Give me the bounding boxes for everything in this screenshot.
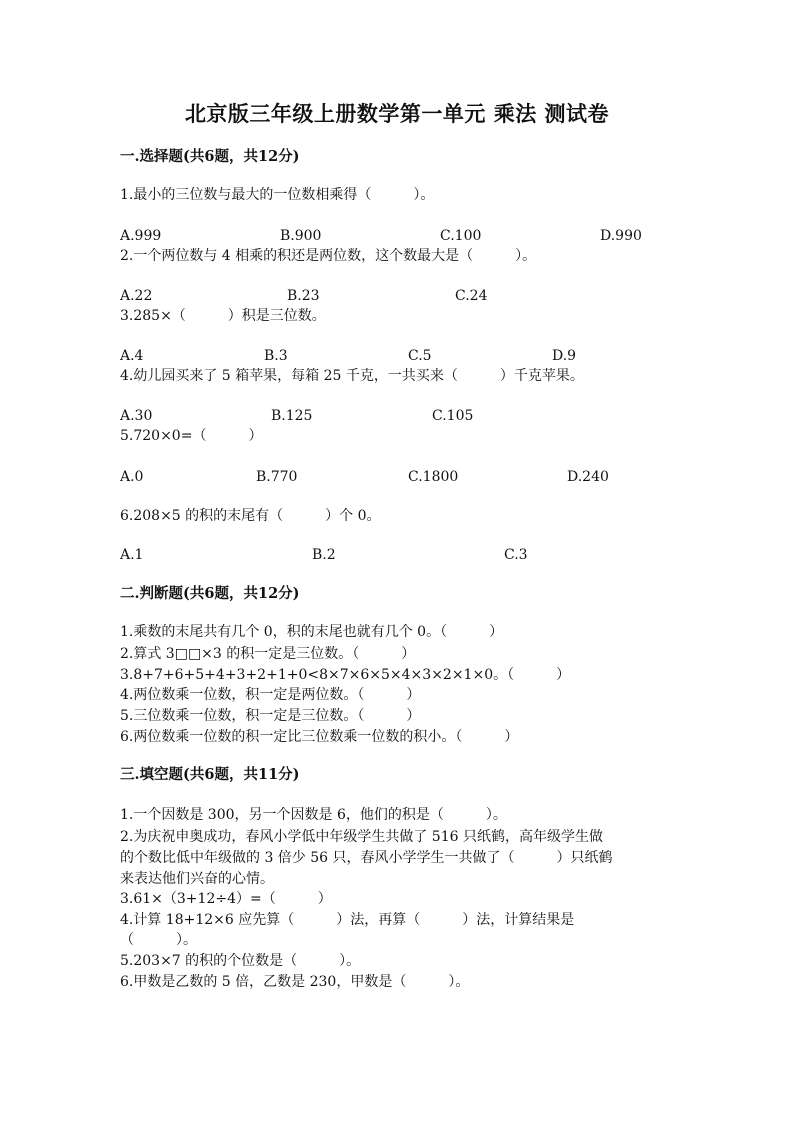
section-heading-fill-blank: 三.填空题(共6题，共11分) [120,766,300,783]
judgement-item: 4.两位数乘一位数，积一定是两位数。（ ） [120,687,421,703]
option-c: C.100 [440,228,482,244]
section-heading-choice: 一.选择题(共6题，共12分) [120,148,300,165]
option-c: C.1800 [408,469,459,485]
judgement-item: 2.算式 3□□×3 的积一定是三位数。（ ） [120,646,416,662]
fill-question-2: 2.为庆祝申奥成功，春风小学低中年级学生共做了 516 只纸鹤，高年级学生做 [120,829,603,845]
fill-question-3: 3.61×（3+12÷4）=（ ） [120,891,332,907]
option-b: B.125 [271,408,313,424]
option-d: D.990 [600,228,642,244]
question-1-6: 6.208×5 的积的末尾有（ ）个 0。 [120,508,381,524]
option-d: D.9 [552,348,577,364]
question-1-2: 2.一个两位数与 4 相乘的积还是两位数，这个数最大是（ ）。 [120,248,537,264]
question-1-1: 1.最小的三位数与最大的一位数相乘得（ ）。 [120,187,435,203]
judgement-item: 6.两位数乘一位数的积一定比三位数乘一位数的积小。（ ） [120,729,519,745]
fill-question-2-cont: 来表达他们兴奋的心情。 [120,871,274,887]
option-c: C.24 [455,288,488,304]
option-c: C.105 [432,408,474,424]
option-a: A.999 [120,228,162,244]
fill-question-5: 5.203×7 的积的个位数是（ ）。 [120,953,361,969]
option-c: C.3 [504,547,528,563]
option-a: A.1 [120,547,144,563]
fill-question-2-cont: 的个数比低中年级做的 3 倍少 56 只，春风小学学生一共做了（ ）只纸鹤 [120,850,613,866]
option-a: A.30 [120,408,153,424]
option-c: C.5 [408,348,432,364]
option-a: A.22 [120,288,153,304]
page-title: 北京版三年级上册数学第一单元 乘法 测试卷 [184,101,610,126]
question-1-4: 4.幼儿园买来了 5 箱苹果，每箱 25 千克，一共买来（ ）千克苹果。 [120,368,584,384]
option-a: A.4 [120,348,144,364]
fill-question-6: 6.甲数是乙数的 5 倍，乙数是 230，甲数是（ ）。 [120,974,470,990]
fill-question-1: 1.一个因数是 300，另一个因数是 6，他们的积是（ ）。 [120,807,507,823]
judgement-item: 3.8+7+6+5+4+3+2+1+0<8×7×6×5×4×3×2×1×0。（ ） [120,667,571,683]
option-b: B.900 [280,228,322,244]
option-d: D.240 [567,469,609,485]
fill-question-4-cont: （ ）。 [120,932,197,948]
option-b: B.770 [256,469,298,485]
question-1-3: 3.285×（ ）积是三位数。 [120,308,326,324]
judgement-item: 1.乘数的末尾共有几个 0，积的末尾也就有几个 0。（ ） [120,624,504,640]
question-1-5: 5.720×0=（ ） [120,428,263,444]
option-b: B.2 [312,547,336,563]
option-b: B.3 [264,348,288,364]
judgement-item: 5.三位数乘一位数，积一定是三位数。（ ） [120,708,421,724]
fill-question-4: 4.计算 18+12×6 应先算（ ）法，再算（ ）法，计算结果是 [120,912,575,928]
option-b: B.23 [287,288,320,304]
option-a: A.0 [120,469,144,485]
section-heading-judgement: 二.判断题(共6题，共12分) [120,585,300,602]
